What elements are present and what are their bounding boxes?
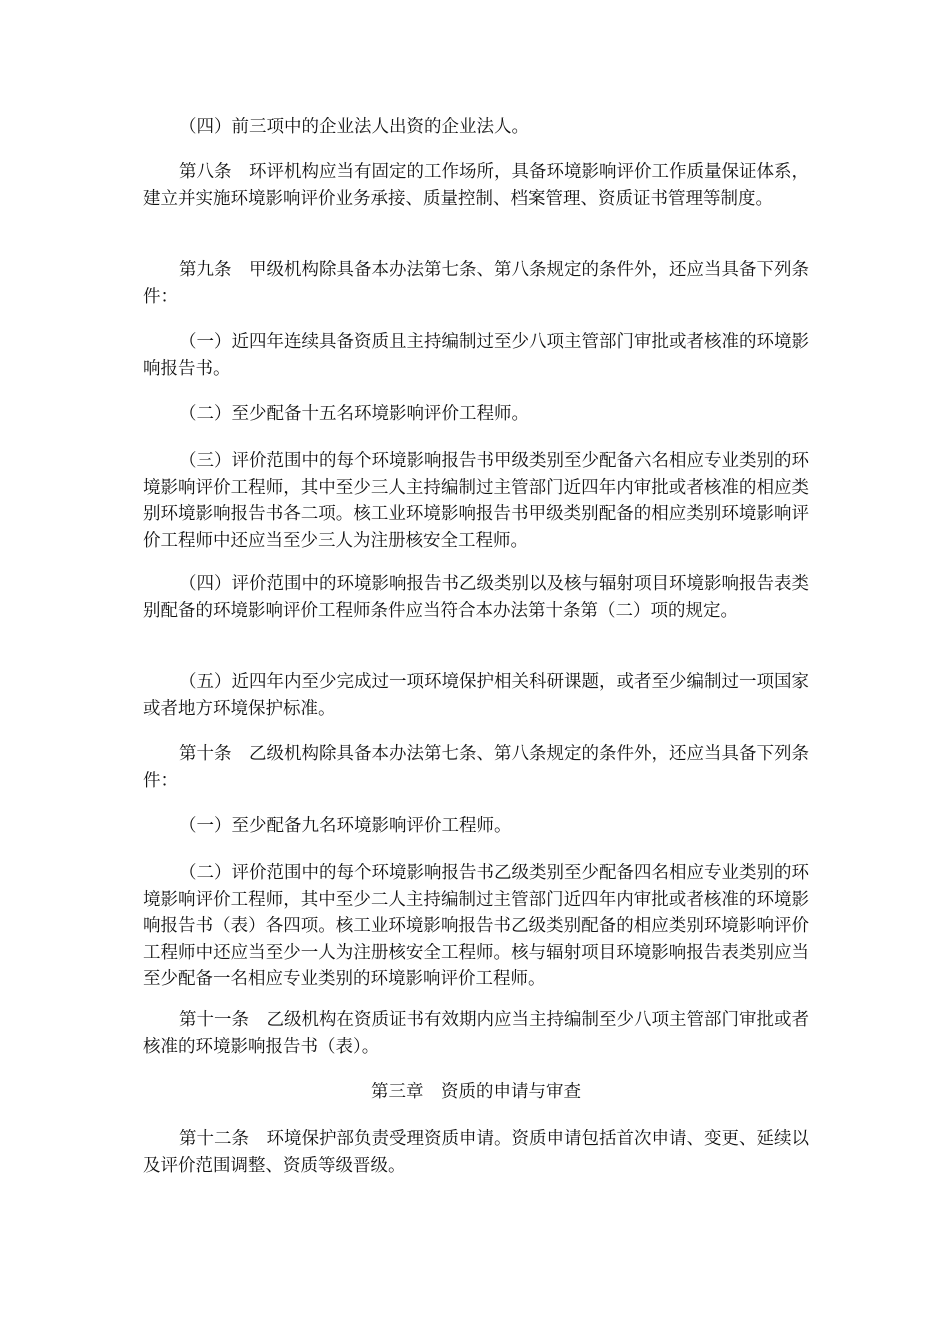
article-8: 第八条 环评机构应当有固定的工作场所，具备环境影响评价工作质量保证体系，建立并实施环境影响评价业务承接、质量控制、档案管理、资质证书管理等制度。 — [143, 162, 809, 209]
article-9-item-4: （四）评价范围中的环境影响报告书乙级类别以及核与辐射项目环境影响报告表类别配备的环境影响评价工程师条件应当符合本办法第十条第（二）项的规定。 — [143, 574, 809, 621]
article-10-item-1: （一）至少配备九名环境影响评价工程师。 — [179, 816, 512, 836]
article-10: 第十条 乙级机构除具备本办法第七条、第八条规定的条件外，还应当具备下列条件： — [143, 744, 809, 791]
article-9-item-5: （五）近四年内至少完成过一项环境保护相关科研课题，或者至少编制过一项国家或者地方环境保护标准。 — [143, 672, 809, 719]
article-11: 第十一条 乙级机构在资质证书有效期内应当主持编制至少八项主管部门审批或者核准的环境影响报告书（表）。 — [143, 1010, 809, 1057]
article-12: 第十二条 环境保护部负责受理资质申请。资质申请包括首次申请、变更、延续以及评价范围调整、资质等级晋级。 — [143, 1129, 809, 1176]
article-10-item-2: （二）评价范围中的每个环境影响报告书乙级类别至少配备四名相应专业类别的环境影响评价工程师，其中至少二人主持编制过主管部门近四年内审批或者核准的环境影响报告书（表）各四项。核工业环境影响报告书乙级类别配备的相应类别环境影响评价工程师中还应当至少一人为注册核安全工程师。核与辐射项目环境影响报告表类别应当至少配备一名相应专业类别的环境影响评价工程师。 — [143, 863, 809, 989]
paragraph-item-4: （四）前三项中的企业法人出资的企业法人。 — [179, 117, 529, 137]
chapter-heading: 第三章 资质的申请与审查 — [371, 1082, 581, 1102]
article-9-item-3: （三）评价范围中的每个环境影响报告书甲级类别至少配备六名相应专业类别的环境影响评价工程师，其中至少三人主持编制过主管部门近四年内审批或者核准的相应类别环境影响报告书各二项。核工业环境影响报告书甲级类别配备的相应类别环境影响评价工程师中还应当至少三人为注册核安全工程师。 — [143, 451, 809, 551]
article-9: 第九条 甲级机构除具备本办法第七条、第八条规定的条件外，还应当具备下列条件： — [143, 260, 809, 307]
article-9-item-2: （二）至少配备十五名环境影响评价工程师。 — [179, 404, 529, 424]
article-9-item-1: （一）近四年连续具备资质且主持编制过至少八项主管部门审批或者核准的环境影响报告书。 — [143, 332, 809, 379]
